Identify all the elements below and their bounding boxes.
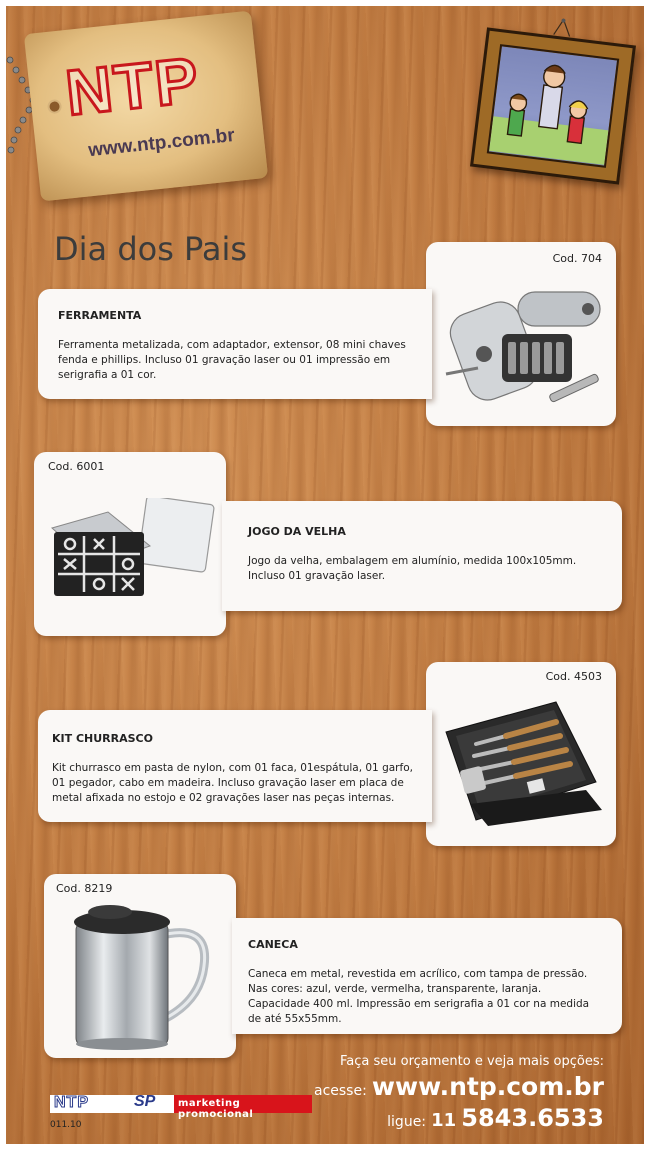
- product-image-panel: [44, 874, 236, 1058]
- footer-url-row: [314, 1072, 604, 1101]
- product-description: Kit churrasco em pasta de nylon, com 01 faca, 01espátula, 01 garfo, 01 pegador, cabo em madeira. Incluso gravação laser em placa de metal afixada no estojo e 02 gravações laser nas peças internas.: [52, 762, 413, 804]
- logo-tag[interactable]: [24, 11, 268, 202]
- family-picture-frame: [470, 27, 636, 184]
- footer-url[interactable]: www.ntp.com.br: [371, 1072, 604, 1101]
- footer-logo-tagline: marketing promocional: [178, 1098, 254, 1120]
- access-label: acesse:: [314, 1083, 367, 1099]
- footer-logo-region: SP: [134, 1093, 156, 1110]
- phone-number[interactable]: 5843.6533: [461, 1104, 604, 1132]
- product-image-panel: [426, 242, 616, 426]
- logo-url[interactable]: www.ntp.com.br: [87, 124, 236, 162]
- product-image-panel: [426, 662, 616, 846]
- product-code: Cod. 8219: [56, 882, 113, 895]
- family-illustration-icon: [489, 46, 617, 165]
- tag-hole: [47, 99, 62, 114]
- product-description: Caneca em metal, revestida em acrílico, com tampa de pressão. Nas cores: azul, verde, vermelha, transparente, laranja. Capacidade 400 ml. Impressão em serigrafia a 01 cor na medida de até 55x55mm.: [248, 968, 590, 1025]
- product-code: Cod. 704: [552, 252, 602, 265]
- brand-logo: NTP: [62, 43, 204, 130]
- product-image-panel: [34, 452, 226, 636]
- edition-number: 011.10: [50, 1120, 82, 1130]
- page-title: Dia dos Pais: [54, 230, 248, 268]
- footer-cta: Faça seu orçamento e veja mais opções:: [340, 1054, 604, 1069]
- product-code: Cod. 4503: [545, 670, 602, 683]
- product-name: KIT CHURRASCO: [52, 732, 153, 745]
- mug-icon: [54, 900, 226, 1054]
- product-name: JOGO DA VELHA: [248, 525, 346, 538]
- product-description: Jogo da velha, embalagem em alumínio, medida 100x105mm. Incluso 01 gravação laser.: [248, 555, 577, 582]
- product-name: CANECA: [248, 938, 298, 951]
- call-label: ligue:: [387, 1114, 427, 1130]
- footer-logo-brand: NTP: [54, 1094, 89, 1111]
- product-description-panel: [38, 710, 432, 822]
- multi-tool-icon: [438, 284, 606, 414]
- footer-phone-row: [387, 1104, 604, 1132]
- product-description-panel: [38, 289, 432, 399]
- family-picture: [487, 44, 620, 168]
- bbq-kit-icon: [436, 692, 608, 832]
- product-description-panel: [222, 501, 622, 611]
- phone-area[interactable]: 11: [431, 1110, 457, 1131]
- footer-logo[interactable]: [50, 1093, 312, 1120]
- frame-nail-icon: [551, 16, 573, 38]
- product-code: Cod. 6001: [48, 460, 105, 473]
- tic-tac-toe-icon: [46, 498, 216, 608]
- product-description-panel: [232, 918, 622, 1034]
- product-name: FERRAMENTA: [58, 309, 142, 322]
- product-description: Ferramenta metalizada, com adaptador, extensor, 08 mini chaves fenda e phillips. Incluso 01 gravação laser ou 01 impressão em serigrafia a 01 cor.: [58, 339, 406, 381]
